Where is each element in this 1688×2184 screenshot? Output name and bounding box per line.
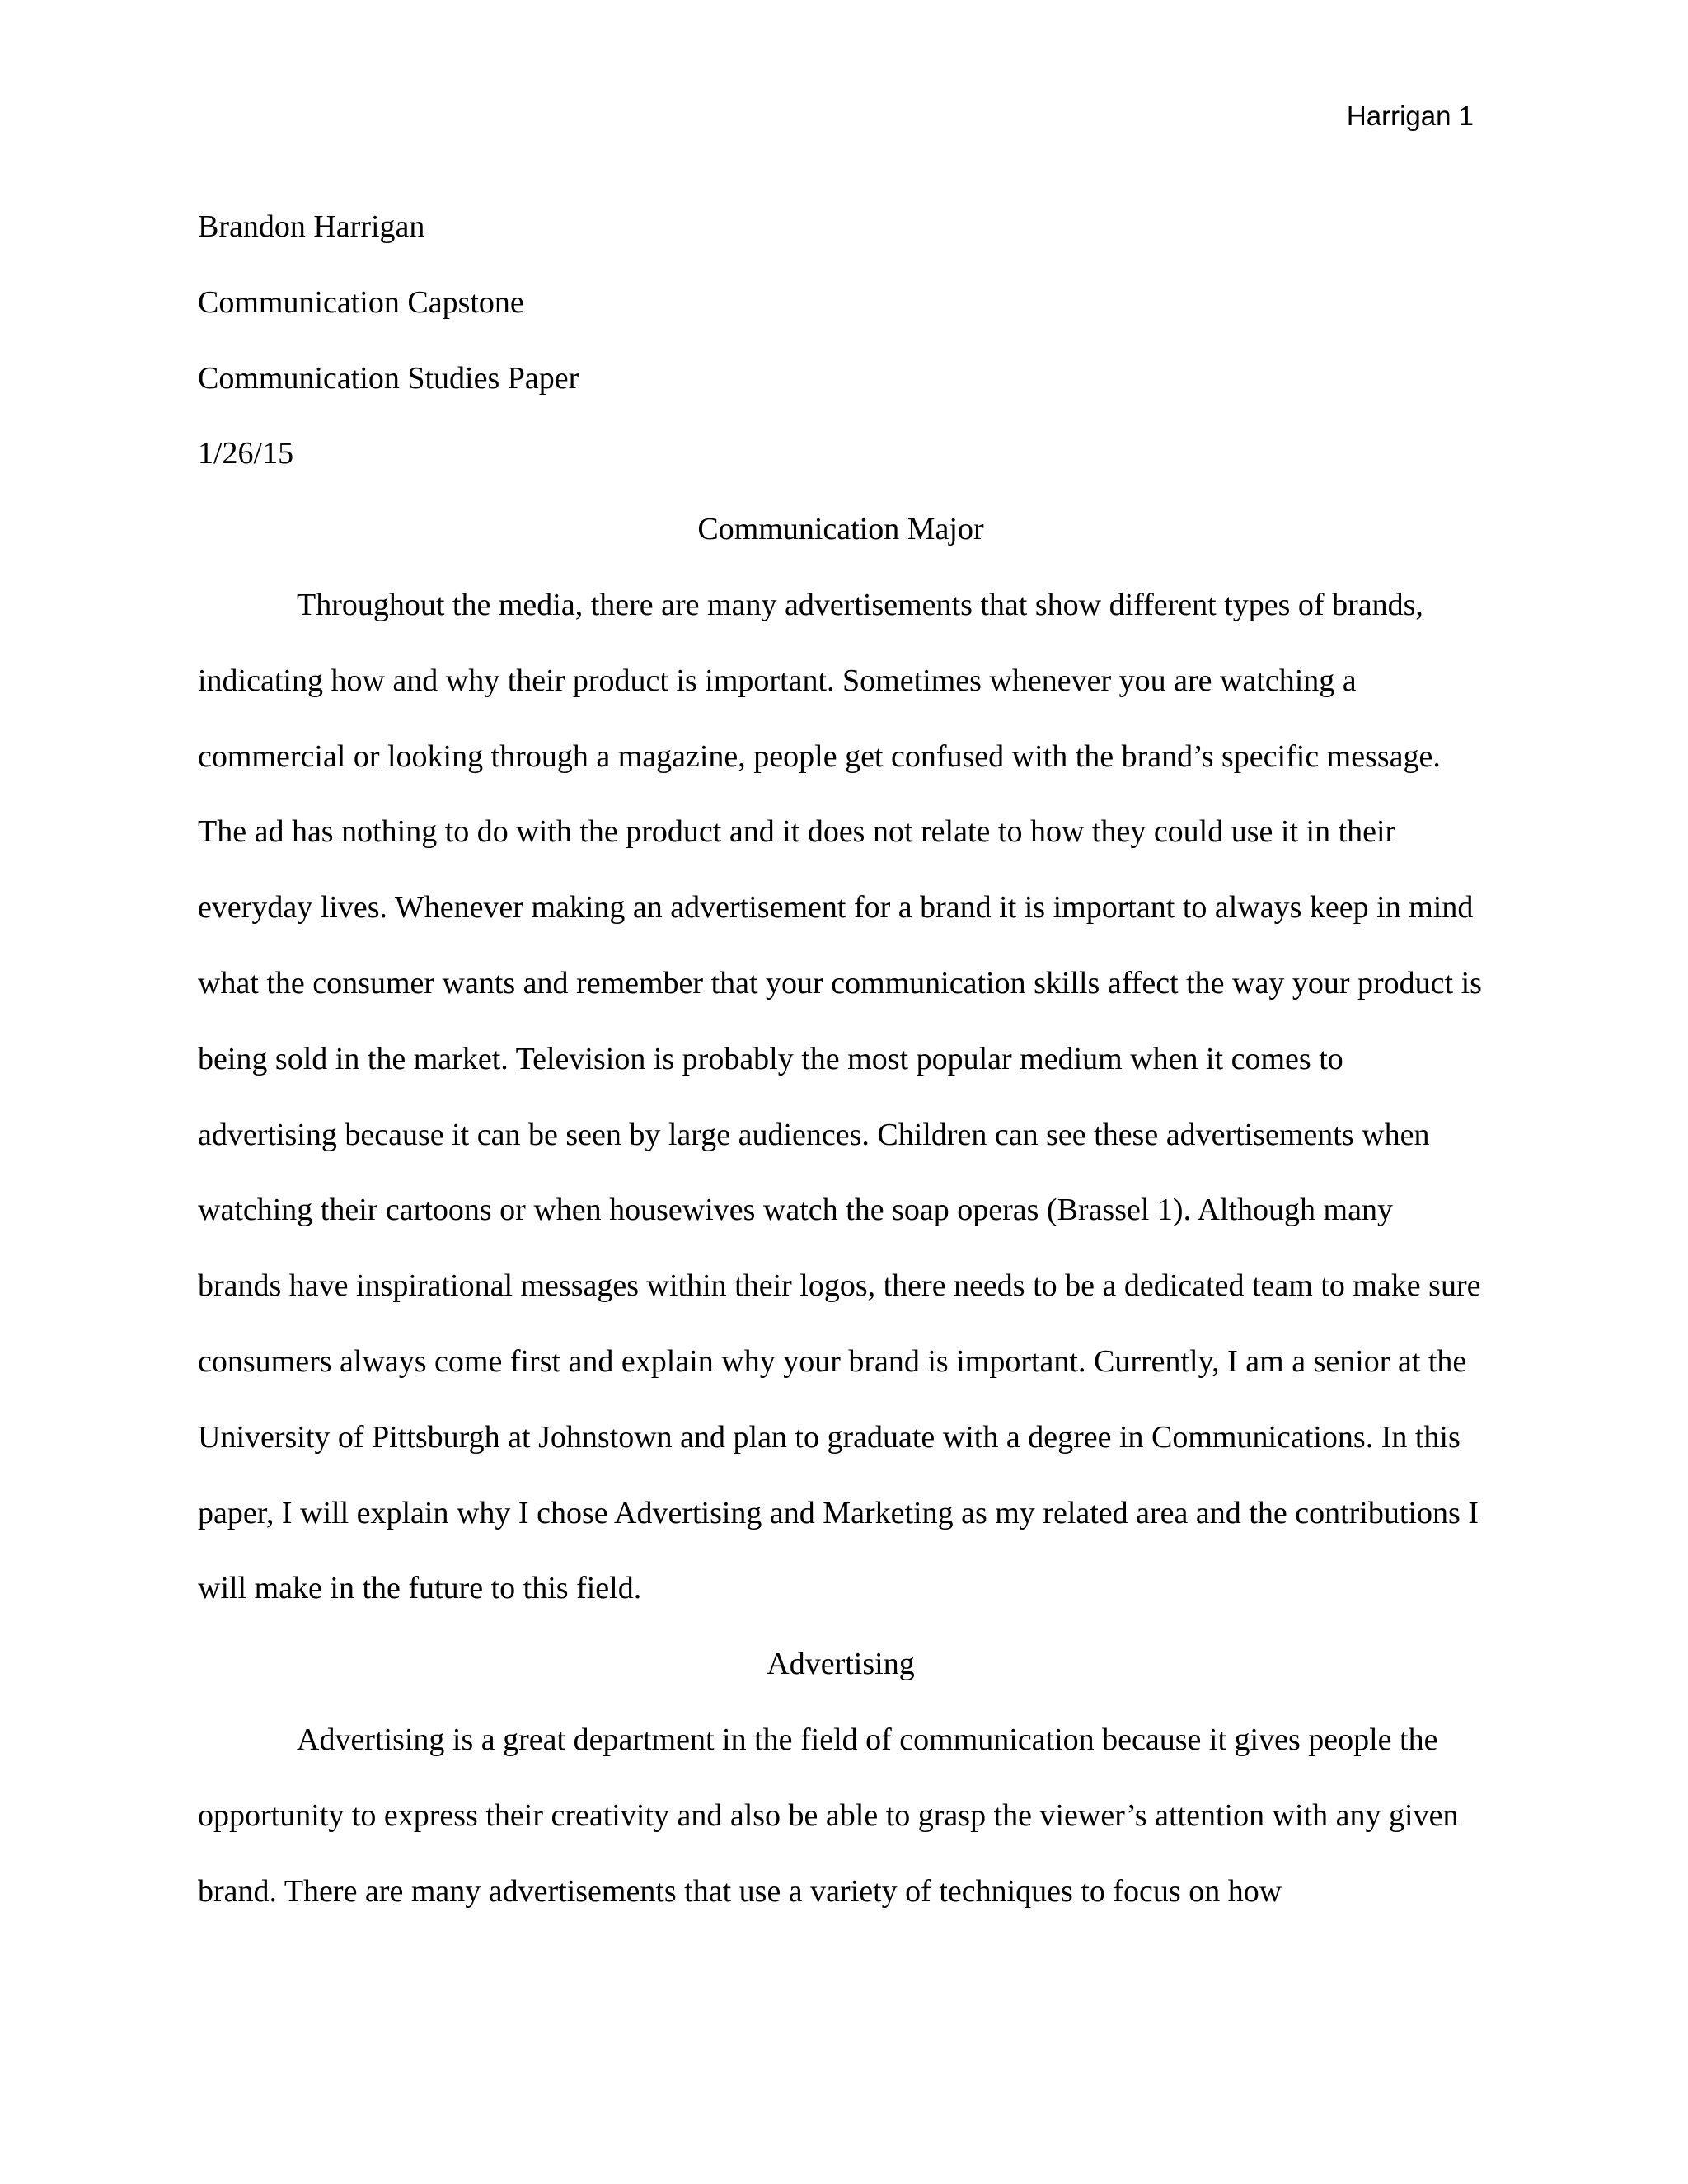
section-heading-advertising: Advertising (767, 1647, 915, 1682)
course-name: Communication Capstone (198, 284, 524, 320)
paper-date: 1/26/15 (198, 436, 294, 471)
paper-title: Communication Major (697, 512, 984, 547)
intro-paragraph: Throughout the media, there are many advertisements that show different types of brands, indicating how and why their product is important. Sometimes whenever you are watching a commercial or looking through a magazine, people get confused with the brand’s specific message. The ad has nothing to do with the product and it does not relate to how they could use it in their everyday lives. Whenever making an advertisement for a brand it is important to always keep in mind what the consumer wants and remember that your communication skills affect the way your product is being sold in the market. Television is probably the most popular medium when it comes to advertising because it can be seen by large audiences. Children can see these advertisements when watching their cartoons or when housewives watch the soap operas (Brassel 1). Although many brands have inspirational messages within their logos, there needs to be a dedicated team to make sure consumers always come first and explain why your brand is important. Currently, I am a senior at the University of Pittsburgh at Johnstown and plan to graduate with a degree in Communications. In this paper, I will explain why I chose Advertising and Marketing as my related area and the contributions I will make in the future to this field. (198, 587, 1482, 1606)
running-head: Harrigan 1 (1346, 101, 1474, 131)
paper-body (198, 190, 1484, 1929)
assignment-name: Communication Studies Paper (198, 360, 579, 396)
advertising-paragraph: Advertising is a great department in the field of communication because it gives people the opportunity to express their creativity and also be able to grasp the viewer’s attention with any given brand. There are many advertisements that use a variety of techniques to focus on how (198, 1722, 1459, 1909)
author-name: Brandon Harrigan (198, 209, 425, 244)
